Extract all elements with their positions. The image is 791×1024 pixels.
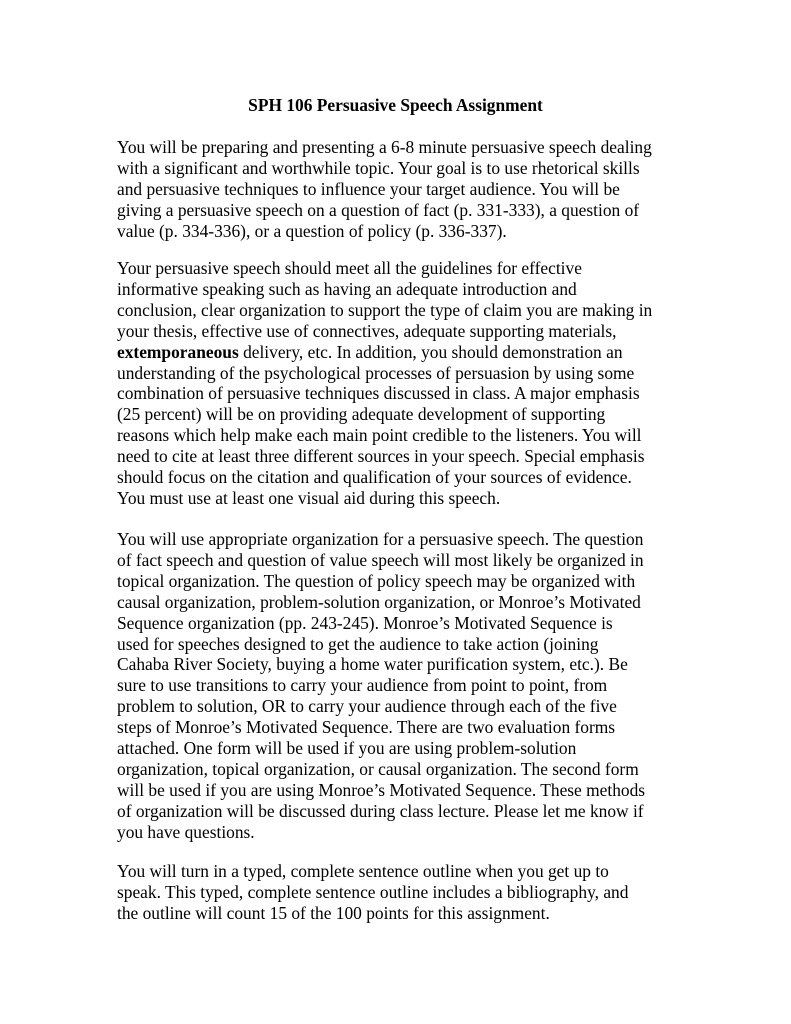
paragraph-line: causal organization, problem-solution organization, or Monroe’s Motivated xyxy=(117,591,641,612)
paragraph-3 xyxy=(117,529,697,843)
paragraph-line: need to cite at least three different sources in your speech. Special emphasis xyxy=(117,446,645,467)
paragraph-line: topical organization. The question of policy speech may be organized with xyxy=(117,570,636,591)
paragraph-line: reasons which help make each main point credible to the listeners. You will xyxy=(117,425,642,446)
paragraph-line: informative speaking such as having an adequate introduction and xyxy=(117,278,577,299)
paragraph-line: sure to use transitions to carry your audience from point to point, from xyxy=(117,675,608,696)
paragraph-line: of fact speech and question of value speech will most likely be organized in xyxy=(117,549,644,570)
paragraph-2 xyxy=(117,258,697,509)
bold-term-extemporaneous: extemporaneous xyxy=(117,341,239,362)
paragraph-line: You will be preparing and presenting a 6-8 minute persuasive speech dealing xyxy=(117,137,652,157)
paragraph-line: your thesis, effective use of connectives, adequate supporting materials, xyxy=(117,320,617,341)
paragraph-line: with a significant and worthwhile topic. Your goal is to use rhetorical skills xyxy=(117,157,640,178)
paragraph-line: combination of persuasive techniques discussed in class. A major emphasis xyxy=(117,383,640,404)
paragraph-line: speak. This typed, complete sentence outline includes a bibliography, and xyxy=(117,881,629,902)
paragraph-line: organization, topical organization, or causal organization. The second form xyxy=(117,758,639,779)
paragraph-line: conclusion, clear organization to support the type of claim you are making in xyxy=(117,299,653,320)
paragraph-line: You will use appropriate organization for a persuasive speech. The question xyxy=(117,529,644,549)
paragraph-line: and persuasive techniques to influence your target audience. You will be xyxy=(117,178,620,199)
paragraph-line: will be used if you are using Monroe’s Motivated Sequence. These methods xyxy=(117,779,646,800)
paragraph-line: (25 percent) will be on providing adequate development of supporting xyxy=(117,404,606,425)
bold-line-rest: delivery, etc. In addition, you should demonstration an xyxy=(238,341,623,362)
paragraph-line: Sequence organization (pp. 243-245). Monroe’s Motivated Sequence is xyxy=(117,612,613,633)
paragraph-line: steps of Monroe’s Motivated Sequence. There are two evaluation forms xyxy=(117,717,616,738)
paragraph-line: value (p. 334-336), or a question of policy (p. 336-337). xyxy=(117,220,507,241)
paragraph-line: You will turn in a typed, complete sentence outline when you get up to xyxy=(117,861,609,881)
paragraph-line: used for speeches designed to get the audience to take action (joining xyxy=(117,633,599,654)
paragraph-1 xyxy=(117,137,697,242)
paragraph-line: giving a persuasive speech on a question of fact (p. 331-333), a question of xyxy=(117,199,640,220)
paragraph-line: Cahaba River Society, buying a home water purification system, etc.). Be xyxy=(117,654,628,675)
paragraph-line: of organization will be discussed during class lecture. Please let me know if xyxy=(117,800,644,821)
paragraph-line: You must use at least one visual aid during this speech. xyxy=(117,487,501,508)
paragraph-line: understanding of the psychological processes of persuasion by using some xyxy=(117,362,635,383)
paragraph-line: attached. One form will be used if you are using problem-solution xyxy=(117,738,577,759)
paragraph-line: Your persuasive speech should meet all the guidelines for effective xyxy=(117,258,582,278)
paragraph-line: problem to solution, OR to carry your audience through each of the five xyxy=(117,696,617,717)
paragraph-4 xyxy=(117,861,697,924)
document-title: SPH 106 Persuasive Speech Assignment xyxy=(248,95,543,115)
paragraph-line: should focus on the citation and qualification of your sources of evidence. xyxy=(117,467,632,488)
paragraph-line: the outline will count 15 of the 100 points for this assignment. xyxy=(117,902,550,923)
paragraph-line: you have questions. xyxy=(117,821,255,842)
paragraph-line xyxy=(117,342,697,363)
